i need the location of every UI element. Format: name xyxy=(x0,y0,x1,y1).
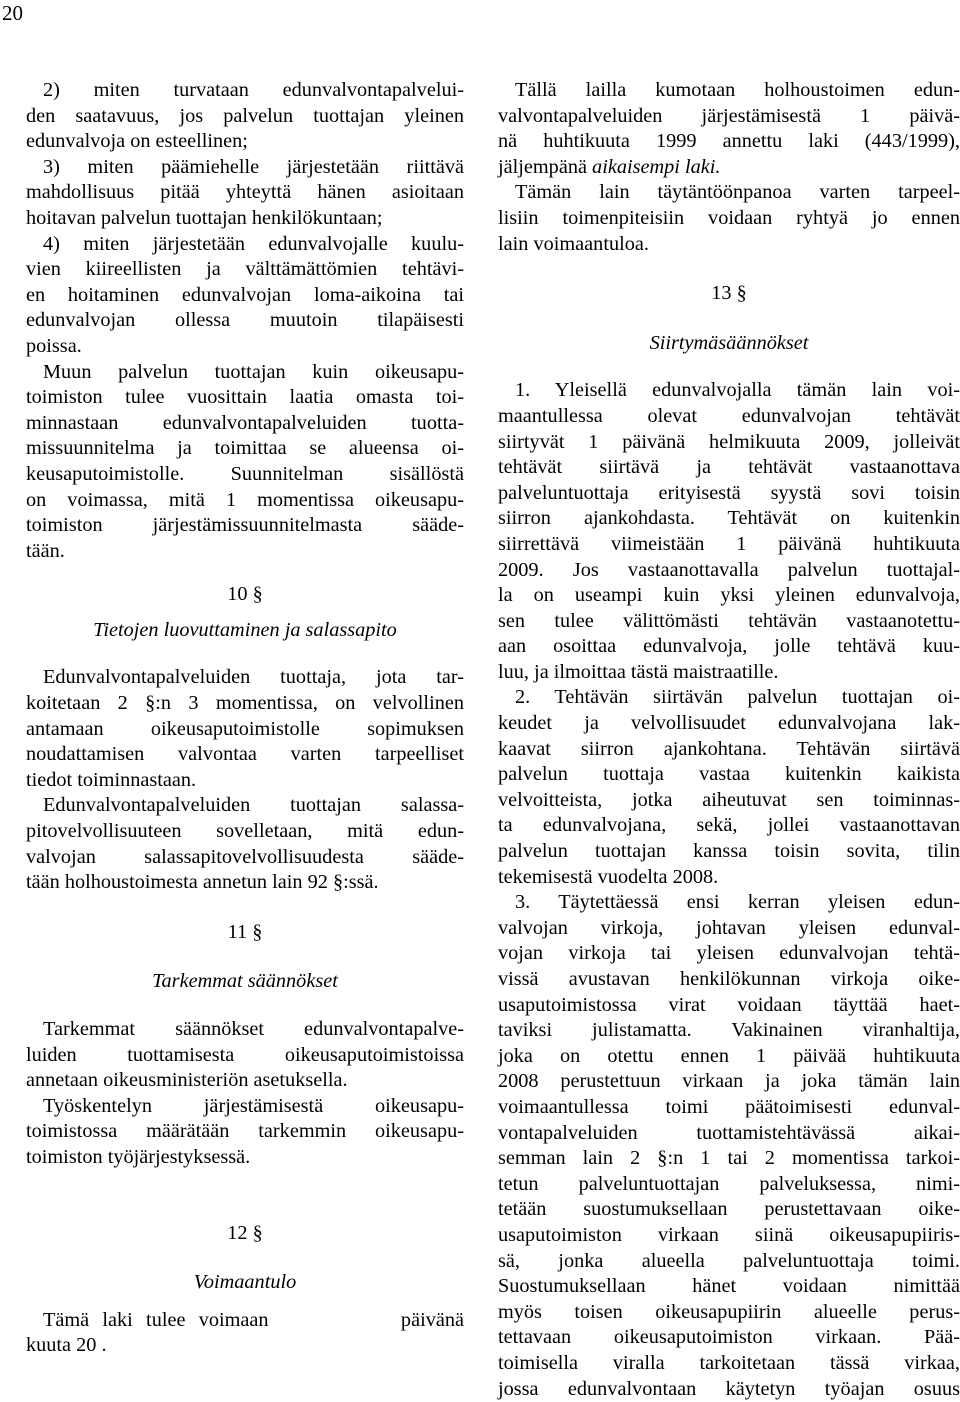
text-line: siirron ajankohdasta. Tehtävät on kuitenkin xyxy=(498,506,960,532)
text-line: Suostumuksellaan hänet voidaan nimittää xyxy=(498,1274,960,1300)
text-line: Tämä laki tulee voimaan päivänä xyxy=(26,1308,464,1334)
text-line: edunvalvoja on esteellinen; xyxy=(26,129,464,155)
text-line: Edunvalvontapalveluiden tuottaja, jota tar- xyxy=(26,665,464,691)
text-line: luu, ja ilmoittaa tästä maistraatille. xyxy=(498,660,960,686)
text-line: hoitavan palvelun tuottajan henkilökuntaan; xyxy=(26,206,464,232)
text-line: Muun palvelun tuottajan kuin oikeusapu- xyxy=(26,360,464,386)
text-line: 2008 perustettuun virkaan ja joka tämän lain xyxy=(498,1069,960,1095)
text-line: nä huhtikuuta 1999 annettu laki (443/1999), xyxy=(498,129,960,155)
text-line: tekemisestä vuodelta 2008. xyxy=(498,865,960,891)
text-line: aan osoittaa edunvalvoja, jolle tehtävä kuu- xyxy=(498,634,960,660)
text-line: minnastaan edunvalvontapalveluiden tuotta- xyxy=(26,411,464,437)
section-11-title: Tarkemmat säännökset xyxy=(26,969,464,995)
text-line: valvojan salassapitovelvollisuudesta sääde- xyxy=(26,845,464,871)
section-11-body xyxy=(26,1017,464,1171)
text-line: toimiston tulee vuosittain laatia omasta toi- xyxy=(26,385,464,411)
section-13-number: 13 § xyxy=(498,281,960,307)
text-line: 2009. Jos vastaanottavalla palvelun tuottajal- xyxy=(498,558,960,584)
text-line: den saatavuus, jos palvelun tuottajan yleinen xyxy=(26,104,464,130)
text-line: la on useampi kuin yksi yleinen edunvalvoja, xyxy=(498,583,960,609)
text-line: antamaan oikeusaputoimistolle sopimuksen xyxy=(26,717,464,743)
right-column xyxy=(498,78,960,1402)
text-line: jossa edunvalvontaan käytetyn työajan osuus xyxy=(498,1377,960,1402)
text-line: lain voimaantuloa. xyxy=(498,232,960,258)
text-line: Tällä lailla kumotaan holhoustoimen edun- xyxy=(498,78,960,104)
text-line: taviksi julistamatta. Vakinainen viranhaltija, xyxy=(498,1018,960,1044)
text-line: Työskentelyn järjestämisestä oikeusapu- xyxy=(26,1094,464,1120)
text-line: siirtyvät 1 päivänä helmikuuta 2009, jolleivät xyxy=(498,430,960,456)
text-line: 2. Tehtävän siirtävän palvelun tuottajan oi- xyxy=(498,685,960,711)
right-intro-text xyxy=(498,78,960,257)
text-line: toimistossa määrätään tarkemmin oikeusapu- xyxy=(26,1119,464,1145)
section-13-body xyxy=(498,378,960,1402)
text-line: luiden tuottamisesta oikeusaputoimistoissa xyxy=(26,1043,464,1069)
text-line: kuuta 20 . xyxy=(26,1333,464,1359)
text-line: en hoitaminen edunvalvojan loma-aikoina tai xyxy=(26,283,464,309)
section-10-title: Tietojen luovuttaminen ja salassapito xyxy=(26,618,464,644)
text-line: toimiston työjärjestyksessä. xyxy=(26,1145,464,1171)
text-line: maantullessa olevat edunvalvojan tehtävät xyxy=(498,404,960,430)
text-line: kaavat siirron ajankohtana. Tehtävän siirtävä xyxy=(498,737,960,763)
text-line: myös toisen oikeusapupiirin alueelle perus- xyxy=(498,1300,960,1326)
text-line: ta edunvalvojana, sekä, jollei vastaanottavan xyxy=(498,813,960,839)
text-line: valvontapalveluiden järjestämisestä 1 päivä- xyxy=(498,104,960,130)
section-12-number: 12 § xyxy=(26,1221,464,1247)
left-column xyxy=(26,78,464,1359)
left-intro-text xyxy=(26,78,464,564)
text-line: joka on otettu ennen 1 päivää huhtikuuta xyxy=(498,1044,960,1070)
text-line: missuunnitelma ja toimittaa se alueensa oi- xyxy=(26,436,464,462)
text-line: lisiin toimenpiteisiin voidaan ryhtyä jo ennen xyxy=(498,206,960,232)
text-line: palvelun tuottajan kanssa toisin sovita, tilin xyxy=(498,839,960,865)
section-10-body xyxy=(26,665,464,895)
text-line: usaputoimiston virkaan siinä oikeusapupiiris- xyxy=(498,1223,960,1249)
text-line: Edunvalvontapalveluiden tuottajan salassa- xyxy=(26,793,464,819)
text-line: 4) miten järjestetään edunvalvojalle kuulu- xyxy=(26,232,464,258)
text-line: tetään suostumuksellaan perustettavaan oike- xyxy=(498,1197,960,1223)
text-line: annetaan oikeusministeriön asetuksella. xyxy=(26,1068,464,1094)
text-line: toimiston järjestämissuunnitelmasta sääde- xyxy=(26,513,464,539)
text-line: palvelun tuottaja vastaa kuitenkin kaikista xyxy=(498,762,960,788)
text-line: tiedot toiminnastaan. xyxy=(26,768,464,794)
text-line: mahdollisuus pitää yhteyttä hänen asioitaan xyxy=(26,180,464,206)
text-line: keusaputoimistolle. Suunnitelman sisällöstä xyxy=(26,462,464,488)
text-line: 2) miten turvataan edunvalvontapalvelui- xyxy=(26,78,464,104)
text-line: usaputoimistossa virat voidaan täyttää haet- xyxy=(498,993,960,1019)
text-line: noudattamisen valvontaa varten tarpeelliset xyxy=(26,742,464,768)
text-line: semman lain 2 §:n 1 tai 2 momentissa tarkoi- xyxy=(498,1146,960,1172)
text-line: voimaantullessa toimi päätoimisesti edunval- xyxy=(498,1095,960,1121)
text-line: pitovelvollisuuteen sovelletaan, mitä edun- xyxy=(26,819,464,845)
text-line: tään holhoustoimesta annetun lain 92 §:ssä. xyxy=(26,870,464,896)
text-line: vojan virkoja tai yleisen edunvalvojan tehtä- xyxy=(498,941,960,967)
text-line: velvoitteista, jotka aiheutuvat sen toiminnas- xyxy=(498,788,960,814)
text-line: toimisella viralla tarkoitetaan tässä virkaa, xyxy=(498,1351,960,1377)
text-line: vissä avustavan henkilökunnan virkoja oike- xyxy=(498,967,960,993)
text-line: sä, jonka alueella palveluntuottaja toimi. xyxy=(498,1249,960,1275)
text-line: 3) miten päämiehelle järjestetään riittävä xyxy=(26,155,464,181)
text-line: palveluntuottaja erityisestä syystä sovi toisin xyxy=(498,481,960,507)
section-12-body xyxy=(26,1308,464,1359)
section-13-title: Siirtymäsäännökset xyxy=(498,331,960,357)
text-line: vontapalveluiden tuottamistehtävässä aikai- xyxy=(498,1121,960,1147)
text-line: keudet ja velvollisuudet edunvalvojana lak- xyxy=(498,711,960,737)
text-line: tetun palveluntuottajan palveluksessa, nimi- xyxy=(498,1172,960,1198)
text-line: edunvalvojan ollessa muutoin tilapäisesti xyxy=(26,308,464,334)
text-line: tettavaan oikeusaputoimiston virkaan. Pää- xyxy=(498,1325,960,1351)
text-line: tehtävät siirtävä ja tehtävät vastaanottava xyxy=(498,455,960,481)
text-line: valvojan virkoja, johtavan yleisen edunval- xyxy=(498,916,960,942)
text-line: jäljempänä aikaisempi laki. xyxy=(498,155,960,181)
section-12-title: Voimaantulo xyxy=(26,1270,464,1296)
text-line: sen tulee välittömästi tehtävän vastaanotettu- xyxy=(498,609,960,635)
text-line: 3. Täytettäessä ensi kerran yleisen edun- xyxy=(498,890,960,916)
section-11-number: 11 § xyxy=(26,920,464,946)
text-line: siirrettävä viimeistään 1 päivänä huhtikuuta xyxy=(498,532,960,558)
text-line: tään. xyxy=(26,539,464,565)
text-line: koitetaan 2 §:n 3 momentissa, on velvollinen xyxy=(26,691,464,717)
text-line: 1. Yleisellä edunvalvojalla tämän lain voi- xyxy=(498,378,960,404)
text-line: on voimassa, mitä 1 momentissa oikeusapu- xyxy=(26,488,464,514)
section-10-number: 10 § xyxy=(26,582,464,608)
page-number: 20 xyxy=(2,0,23,26)
text-line: poissa. xyxy=(26,334,464,360)
text-line: Tarkemmat säännökset edunvalvontapalve- xyxy=(26,1017,464,1043)
text-line: Tämän lain täytäntöönpanoa varten tarpeel- xyxy=(498,180,960,206)
text-line: vien kiireellisten ja välttämättömien tehtävi- xyxy=(26,257,464,283)
